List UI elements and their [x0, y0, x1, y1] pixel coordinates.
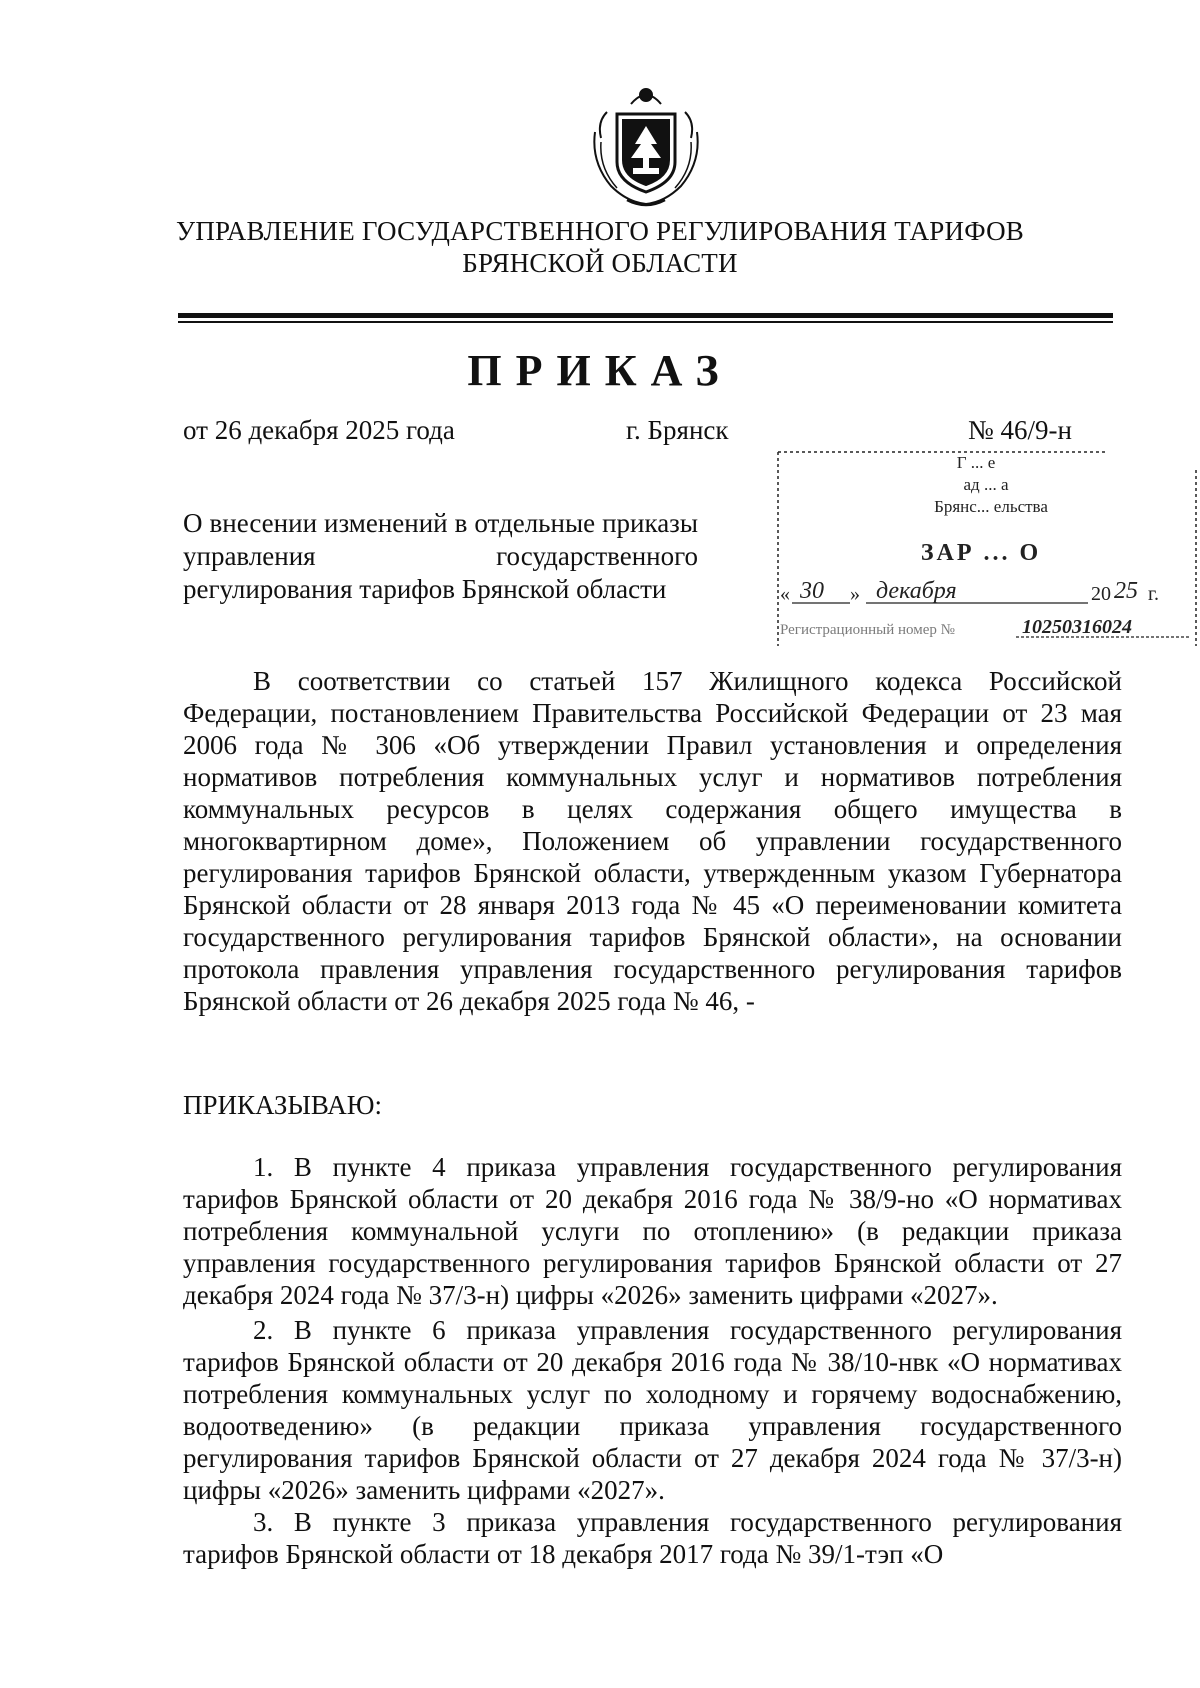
- stamp-line-2: ад ... а: [963, 475, 1009, 494]
- stamp-line-1: Г ... е: [956, 453, 996, 472]
- stamp-reg-number: 10250316024: [1022, 616, 1132, 638]
- order-city: г. Брянск: [626, 415, 729, 445]
- stamp-date-quote-open: «: [780, 583, 790, 605]
- stamp-line-3: Брянс... ельства: [934, 497, 1048, 516]
- registration-stamp: [776, 450, 1200, 650]
- header-divider-thin: [178, 321, 1113, 323]
- preamble-paragraph: В соответствии со статьей 157 Жилищного кодекса Российской Федерации, постановлением Правительства Российской Федерации от 23 мая 2006 года № 306 «Об утверждении Правил установления и определения нормативов потребления коммунальных услуг и нормативов потребления коммунальных ресурсов в целях содержания общего имущества в многоквартирном доме», Положением об управлении государственного регулирования тарифов Брянской области, утвержденным указом Губернатора Брянской области от 28 января 2013 года № 45 «О переименовании комитета государственного регулирования тарифов Брянской области», на основании протокола правления управления государственного регулирования тарифов Брянской области от 26 декабря 2025 года № 46, -: [183, 666, 1122, 1016]
- stamp-date-day: 30: [800, 578, 824, 604]
- document-type-title: ПРИКАЗ: [467, 346, 733, 395]
- stamp-date-quote-close: »: [850, 583, 860, 605]
- coat-of-arms-icon: [587, 82, 705, 210]
- header-divider-thick: [178, 313, 1113, 318]
- order-item-2: 2. В пункте 6 приказа управления государственного регулирования тарифов Брянской области от 20 декабря 2016 года № 38/10-нвк «О нормативах потребления коммунальных услуг по холодному и горячему водоснабжению, водоотведению» (в редакции приказа управления государственного регулирования тарифов Брянской области от 27 декабря 2024 года № 37/3-н) цифры «2026» заменить цифрами «2027».: [183, 1315, 1122, 1505]
- order-date: от 26 декабря 2025 года: [183, 415, 455, 445]
- order-item-3: 3. В пункте 3 приказа управления государственного регулирования тарифов Брянской области от 18 декабря 2017 года № 39/1-тэп «О: [183, 1507, 1122, 1569]
- stamp-reg-label: Регистрационный номер №: [780, 622, 955, 638]
- stamp-date-month: декабря: [876, 578, 957, 604]
- stamp-date-year-suffix: 25: [1114, 578, 1138, 604]
- order-number: № 46/9-н: [968, 415, 1072, 445]
- order-item-1: 1. В пункте 4 приказа управления государственного регулирования тарифов Брянской области от 20 декабря 2016 года № 38/9-но «О нормативах потребления коммунальной услуги по отоплению» (в редакции приказа управления государственного регулирования тарифов Брянской области от 27 декабря 2024 года № 37/3-н) цифры «2026» заменить цифрами «2027».: [183, 1152, 1122, 1310]
- stamp-registered-label: ЗАР ... О: [920, 540, 1042, 566]
- stamp-date-year-unit: г.: [1148, 583, 1159, 605]
- organization-name-line-1: УПРАВЛЕНИЕ ГОСУДАРСТВЕННОГО РЕГУЛИРОВАНИЯ ТАРИФОВ: [176, 216, 1024, 246]
- organization-name-line-2: БРЯНСКОЙ ОБЛАСТИ: [462, 248, 738, 278]
- order-word: ПРИКАЗЫВАЮ:: [183, 1090, 382, 1120]
- stamp-date-year-prefix: 20: [1091, 583, 1111, 605]
- order-subject: О внесении изменений в отдельные приказы управления государственного регулирования тарифов Брянской области: [183, 508, 698, 604]
